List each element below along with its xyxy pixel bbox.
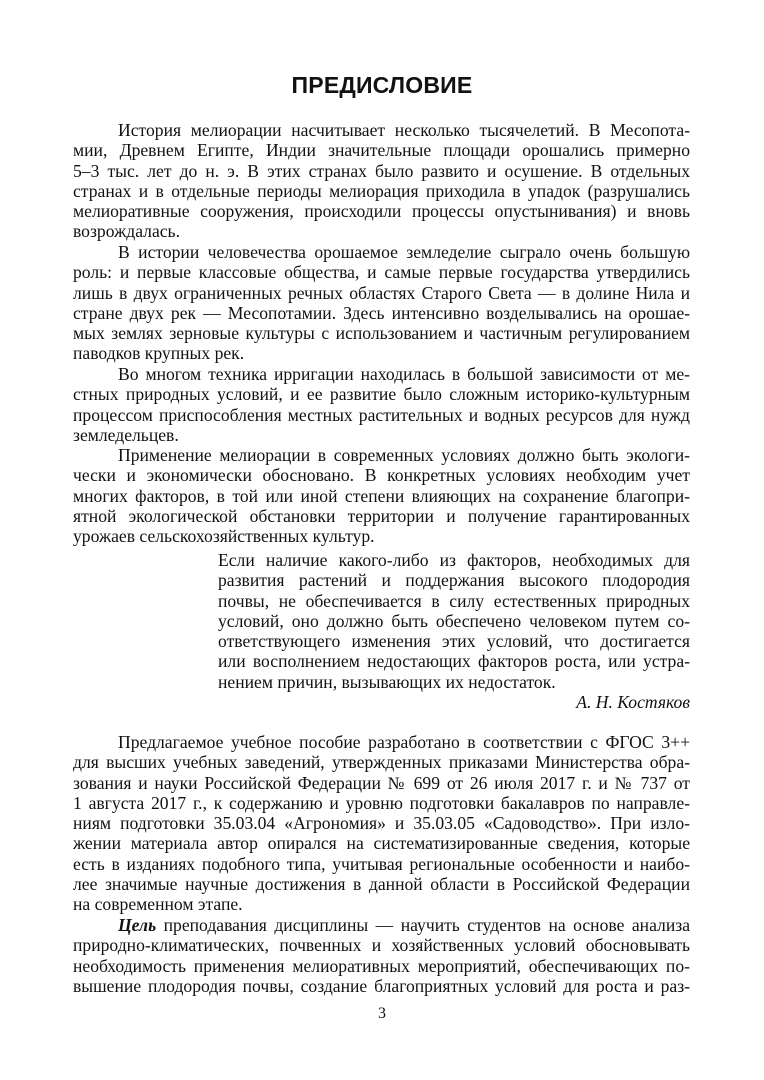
text-line: природно-климатических, почвенных и хозяйственных условий обосновывать xyxy=(73,935,690,956)
text-line: В истории человечества орошаемое земледелие сыграло очень большую xyxy=(118,242,690,262)
text-line xyxy=(73,915,690,935)
text-line: возрождалась. xyxy=(73,221,180,242)
text-line: чески и экономически обосновано. В конкретных условиях необходим учет xyxy=(73,465,690,486)
text-line: многих факторов, в той или иной степени влияющих на сохранение благопри- xyxy=(73,485,690,506)
text-line: роль: и первые классовые общества, и самые первые государства утвердились xyxy=(73,262,690,283)
text-line: зования и науки Российской Федерации № 699 от 26 июля 2017 г. и № 737 от xyxy=(73,772,690,793)
text-line: необходимость применения мелиоративных мероприятий, обеспечивающих по- xyxy=(73,955,690,976)
text-line: жении материала автор опирался на систематизированные сведения, которые xyxy=(73,833,690,854)
text-line: вышение плодородия почвы, создание благоприятных условий для роста и раз- xyxy=(73,975,690,996)
text-line: мии, Древнем Египте, Индии значительные площади орошались примерно xyxy=(73,140,690,161)
text-line: стране двух рек — Месопотамии. Здесь интенсивно возделывались на орошае- xyxy=(73,302,690,323)
text-line: Применение мелиорации в современных условиях должно быть экологи- xyxy=(118,445,690,465)
text-line: процессом приспособления местных растительных и водных ресурсов для нужд xyxy=(73,404,690,425)
paragraph-1 xyxy=(73,120,690,242)
text-fragment: преподавания дисциплины — научить студентов на основе анализа xyxy=(156,915,690,935)
page-number: 3 xyxy=(378,1005,386,1022)
text-line: странах и в отдельные периоды мелиорация приходила в упадок (разрушались xyxy=(73,180,690,201)
text-line: урожаев сельскохозяйственных культур. xyxy=(73,526,375,547)
text-line: для высших учебных заведений, утвержденных приказами Министерства обра- xyxy=(73,752,690,773)
epigraph-quote xyxy=(218,550,690,712)
text-line: мых землях зерновые культуры с использованием и частичным регулированием xyxy=(73,323,690,344)
quote-line: или восполнением недостающих факторов роста, или устра- xyxy=(218,651,690,672)
paragraph-3 xyxy=(73,364,690,445)
quote-line: ответствующего изменения этих условий, что достигается xyxy=(218,631,690,652)
text-line: паводков крупных рек. xyxy=(73,343,245,364)
text-line: стных природных условий, и ее развитие было сложным историко-культурным xyxy=(73,384,690,405)
paragraph-2 xyxy=(73,242,690,364)
text-line: мелиоративные сооружения, происходили процессы опустынивания) и вновь xyxy=(73,201,690,222)
text-line: лее значимые научные достижения в данной области в Российской Федерации xyxy=(73,874,690,895)
quote-line: почвы, не обеспечивается в силу естественных природных xyxy=(218,590,690,611)
text-line: ниям подготовки 35.03.04 «Агрономия» и 35.03.05 «Садоводство». При изло- xyxy=(73,813,690,834)
quote-line: развития растений и поддержания высокого плодородия xyxy=(218,570,690,591)
text-line: лишь в двух ограниченных речных областях Старого Света — в долине Нила и xyxy=(73,282,690,303)
quote-line: нением причин, вызывающих их недостаток. xyxy=(218,671,556,692)
paragraph-4 xyxy=(73,445,690,546)
text-line: Предлагаемое учебное пособие разработано в соответствии с ФГОС 3++ xyxy=(118,732,690,752)
text-line: ятной экологической обстановки территории и получение гарантированных xyxy=(73,505,690,526)
text-line: 1 августа 2017 г., к содержанию и уровню подготовки бакалавров по направле- xyxy=(73,792,690,813)
page-title: ПРЕДИСЛОВИЕ xyxy=(291,72,473,98)
text-line: 5–3 тыс. лет до н. э. В этих странах было развито и осушение. В отдельных xyxy=(73,160,690,181)
goal-term: Цель xyxy=(118,915,157,935)
text-line: Во многом техника ирригации находилась в большой зависимости от ме- xyxy=(118,364,690,384)
paragraph-5 xyxy=(73,732,690,915)
epigraph-author: А. Н. Костяков xyxy=(576,692,690,713)
quote-line: Если наличие какого-либо из факторов, необходимых для xyxy=(218,550,690,570)
paragraph-6 xyxy=(73,915,690,996)
text-line: земледельцев. xyxy=(73,424,179,445)
text-line: История мелиорации насчитывает несколько тысячелетий. В Месопота- xyxy=(118,120,690,140)
text-line: есть в изданиях подобного типа, учитывая региональные особенности и наибо- xyxy=(73,853,690,874)
text-line: на современном этапе. xyxy=(73,894,243,915)
quote-line: условий, оно должно быть обеспечено человеком путем со- xyxy=(218,610,690,631)
